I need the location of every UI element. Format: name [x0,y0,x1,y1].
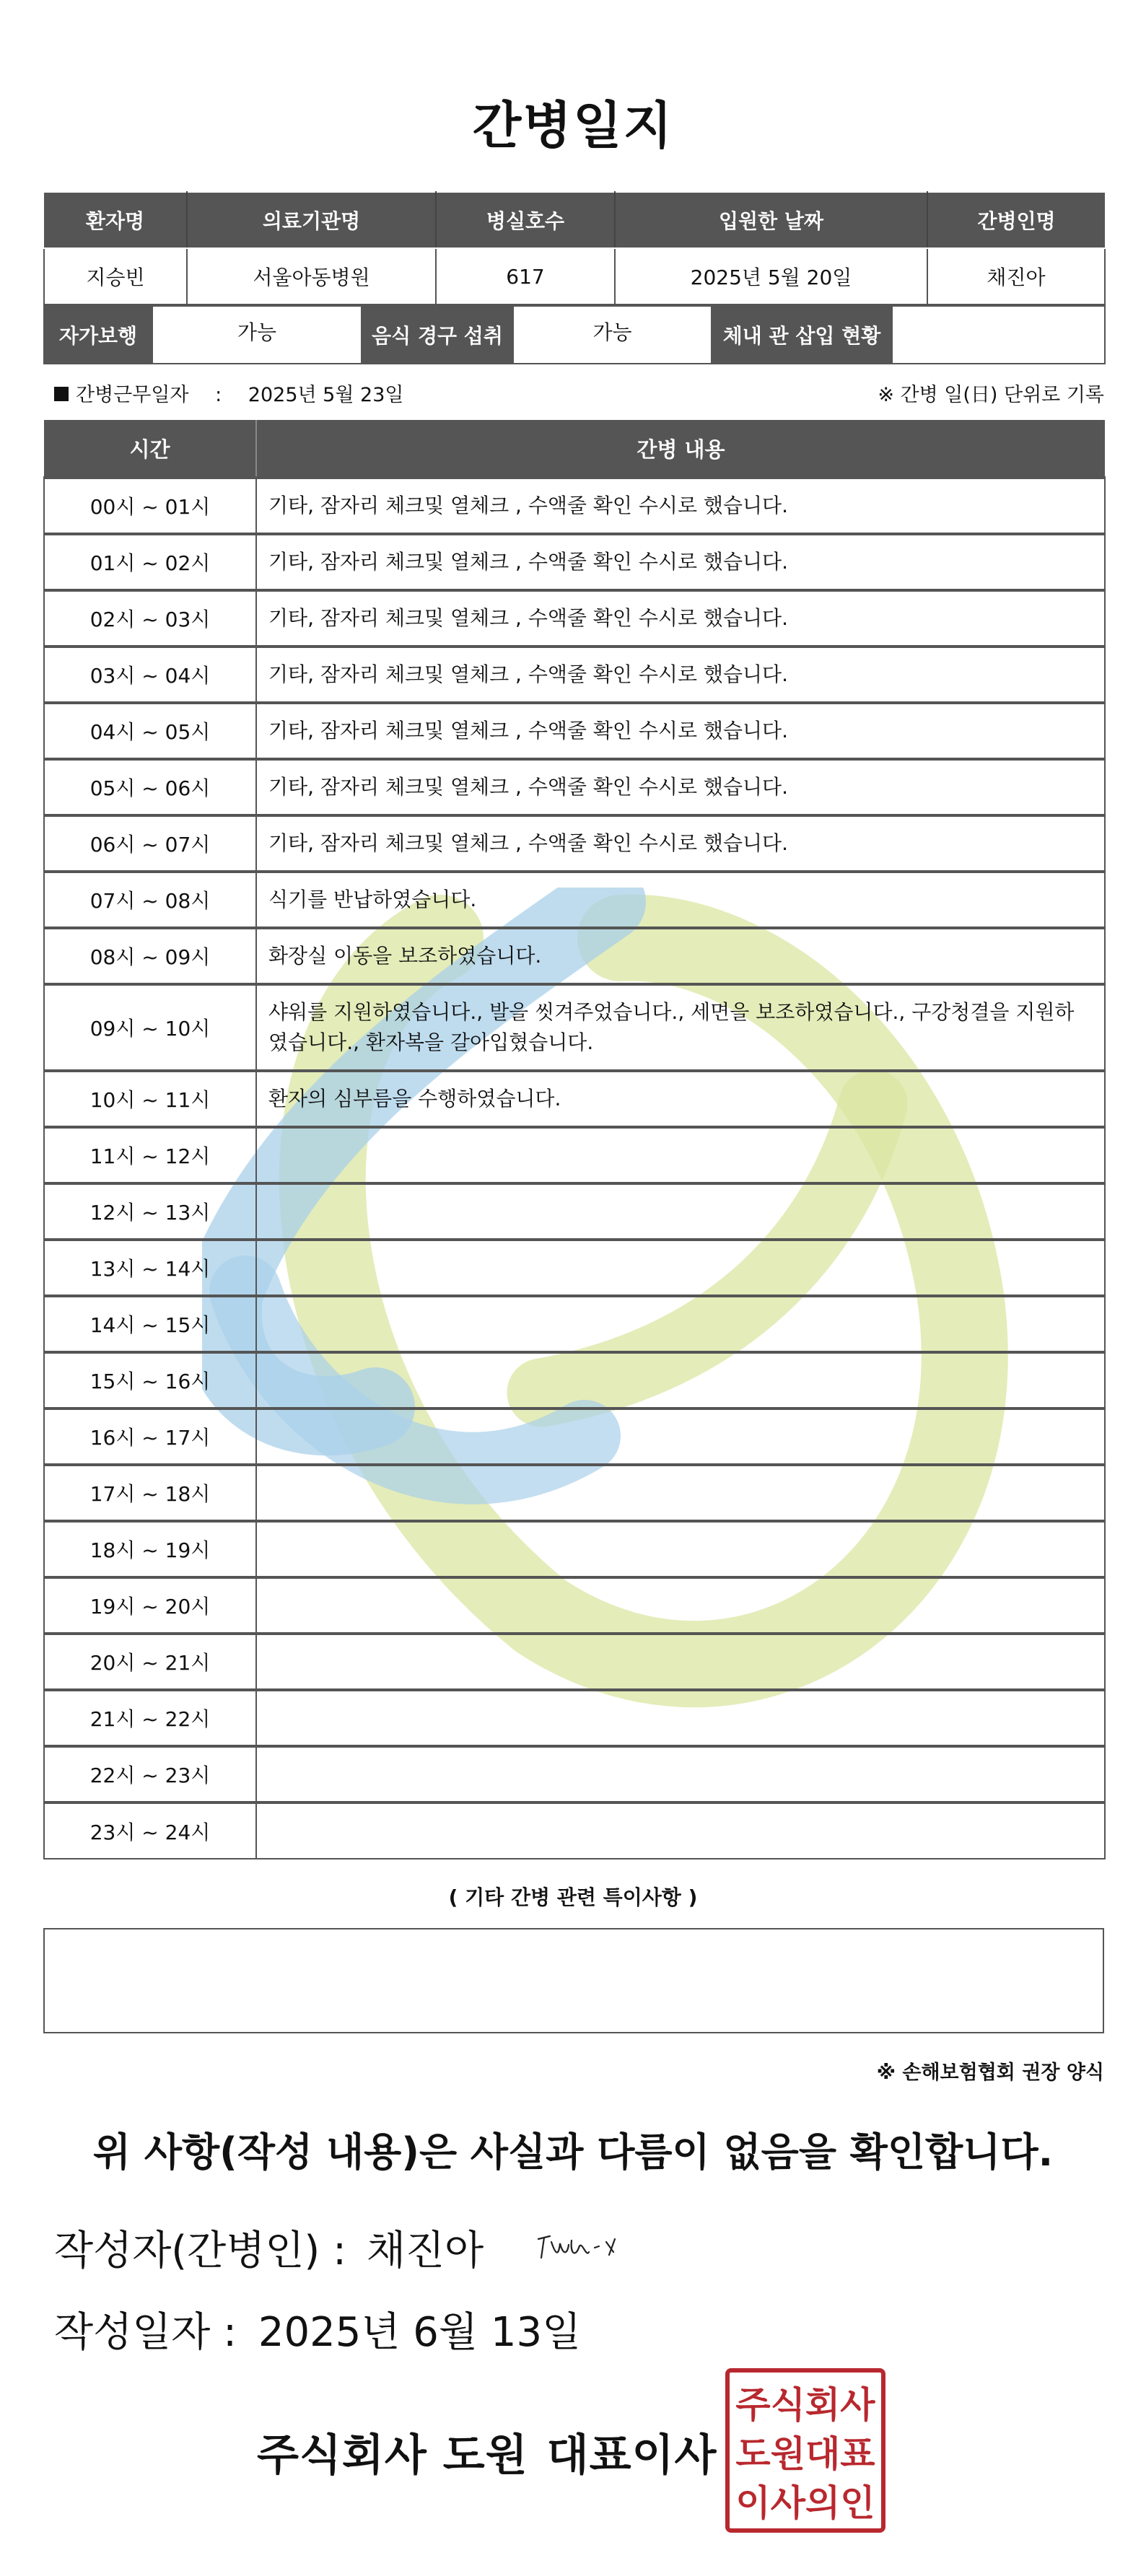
care-log-content: 기타, 잠자리 체크및 열체크 , 수액줄 확인 수시로 했습니다. [256,647,1105,703]
work-date-separator: : [215,384,222,406]
care-log-row [44,1802,1105,1859]
room-value: 617 [436,248,615,305]
content-column-header: 간병 내용 [256,420,1105,478]
work-date [54,379,403,407]
company-seal-stamp [725,2368,885,2533]
care-log-table [43,420,1106,1859]
association-note: ※ 손해보험협회 권장 양식 [876,2062,1104,2084]
patient-name-header: 환자명 [44,192,187,248]
care-log-row [44,1183,1105,1240]
notes-title: ( 기타 간병 관련 특이사항 ) [448,1885,698,1909]
care-log-content: 기타, 잠자리 체크및 열체크 , 수액줄 확인 수시로 했습니다. [256,759,1105,815]
care-log-row [44,1577,1105,1634]
self-walk-label: 자가보행 [44,306,152,364]
care-log-row [44,478,1105,534]
care-log-time: 03시 ~ 04시 [44,647,256,703]
care-log-time: 04시 ~ 05시 [44,703,256,759]
square-bullet-icon [54,387,69,401]
care-log-time: 07시 ~ 08시 [44,872,256,928]
company-name: 주식회사 도원 [257,2430,528,2481]
caregiver-header: 간병인명 [927,192,1105,248]
care-log-row [44,1690,1105,1746]
patient-status-table [43,305,1106,364]
care-log-row [44,928,1105,984]
care-log-content [256,1127,1105,1183]
written-date-label: 작성일자 : [54,2309,237,2356]
patient-status-row [44,306,1105,364]
care-log-row [44,815,1105,872]
care-log-time: 08시 ~ 09시 [44,928,256,984]
self-walk-value: 가능 [152,306,362,364]
company-ceo-title: 대표이사 [546,2430,717,2481]
handwritten-signature [534,2226,628,2269]
hospital-value: 서울아동병원 [187,248,436,305]
care-log-time: 13시 ~ 14시 [44,1240,256,1296]
work-date-label: 간병근무일자 [76,384,189,406]
care-log-content: 기타, 잠자리 체크및 열체크 , 수액줄 확인 수시로 했습니다. [256,703,1105,759]
care-log-content: 기타, 잠자리 체크및 열체크 , 수액줄 확인 수시로 했습니다. [256,590,1105,647]
care-log-time: 12시 ~ 13시 [44,1183,256,1240]
care-log-row [44,1296,1105,1352]
seal-line-2: 도원대표 [735,2433,875,2475]
care-log-time: 21시 ~ 22시 [44,1690,256,1746]
care-log-time: 11시 ~ 12시 [44,1127,256,1183]
care-log-time: 02시 ~ 03시 [44,590,256,647]
oral-intake-value: 가능 [513,306,712,364]
care-log-content [256,1746,1105,1802]
care-log-content: 기타, 잠자리 체크및 열체크 , 수액줄 확인 수시로 했습니다. [256,815,1105,872]
written-date-value: 2025년 6월 13일 [258,2309,582,2356]
caregiver-value: 채진아 [927,248,1105,305]
care-log-row [44,1634,1105,1690]
care-log-time: 05시 ~ 06시 [44,759,256,815]
care-log-row [44,872,1105,928]
care-log-time: 17시 ~ 18시 [44,1465,256,1521]
care-log-row [44,1746,1105,1802]
care-log-content [256,1802,1105,1859]
care-log-row [44,1071,1105,1127]
admission-date-value: 2025년 5월 20일 [615,248,927,305]
care-log-row [44,1127,1105,1183]
company-seal-graphic [730,2373,881,2528]
care-log-content [256,1409,1105,1465]
care-log-row [44,590,1105,647]
care-log-time: 10시 ~ 11시 [44,1071,256,1127]
care-log-row [44,1352,1105,1409]
room-header: 병실호수 [436,192,615,248]
daily-unit-note: ※ 간병 일(日) 단위로 기록 [878,384,1104,406]
care-log-content [256,1634,1105,1690]
care-log-time: 06시 ~ 07시 [44,815,256,872]
time-column-header: 시간 [44,420,256,478]
work-date-value: 2025년 5월 23일 [248,384,404,406]
care-log-content: 화장실 이동을 보조하였습니다. [256,928,1105,984]
hospital-header: 의료기관명 [187,192,436,248]
admission-date-header: 입원한 날짜 [615,192,927,248]
care-log-content [256,1465,1105,1521]
care-log-time: 19시 ~ 20시 [44,1577,256,1634]
care-log-row [44,1521,1105,1577]
patient-name-value: 지승빈 [44,248,187,305]
care-log-content: 기타, 잠자리 체크및 열체크 , 수액줄 확인 수시로 했습니다. [256,534,1105,590]
care-log-content: 식기를 반납하였습니다. [256,872,1105,928]
patient-info-value-row [44,248,1105,305]
care-log-content [256,1577,1105,1634]
care-log-content: 환자의 심부름을 수행하였습니다. [256,1071,1105,1127]
oral-intake-label: 음식 경구 섭취 [362,306,513,364]
document-title: 간병일지 [472,96,674,155]
care-log-row [44,534,1105,590]
care-log-row [44,1240,1105,1296]
care-log-row [44,703,1105,759]
tube-status-value [892,306,1105,364]
seal-line-3: 이사의인 [735,2482,875,2524]
care-log-time: 23시 ~ 24시 [44,1802,256,1859]
seal-line-1: 주식회사 [735,2384,875,2426]
care-log-time: 20시 ~ 21시 [44,1634,256,1690]
care-log-row [44,1409,1105,1465]
company-signature-line [257,2421,717,2483]
care-log-content [256,1183,1105,1240]
care-log-time: 01시 ~ 02시 [44,534,256,590]
care-log-header-row [44,420,1105,478]
care-log-content [256,1240,1105,1296]
notes-box [43,1928,1104,2033]
care-log-time: 09시 ~ 10시 [44,984,256,1071]
patient-info-table [43,191,1106,305]
care-log-content: 샤워를 지원하였습니다., 발을 씻겨주었습니다., 세면을 보조하였습니다., 구강청결을 지원하였습니다., 환자복을 갈아입혔습니다. [256,984,1105,1071]
care-log-content [256,1521,1105,1577]
care-log-row [44,647,1105,703]
care-log-time: 15시 ~ 16시 [44,1352,256,1409]
care-log-time: 22시 ~ 23시 [44,1746,256,1802]
care-log-row [44,759,1105,815]
care-log-content [256,1296,1105,1352]
care-log-content [256,1690,1105,1746]
writer-label: 작성자(간병인) : [54,2227,346,2274]
care-log-time: 14시 ~ 15시 [44,1296,256,1352]
writer-name: 채진아 [366,2227,484,2274]
care-log-content: 기타, 잠자리 체크및 열체크 , 수액줄 확인 수시로 했습니다. [256,478,1105,534]
care-log-time: 18시 ~ 19시 [44,1521,256,1577]
care-log-row [44,1465,1105,1521]
patient-info-header-row [44,192,1105,248]
care-log-time: 16시 ~ 17시 [44,1409,256,1465]
writer-line [54,2219,484,2277]
care-log-row [44,984,1105,1071]
written-date-line [54,2300,581,2358]
care-log-content [256,1352,1105,1409]
confirmation-statement: 위 사항(작성 내용)은 사실과 다름이 없음을 확인합니다. [92,2129,1054,2175]
tube-status-label: 체내 관 삽입 현황 [712,306,892,364]
care-log-time: 00시 ~ 01시 [44,478,256,534]
